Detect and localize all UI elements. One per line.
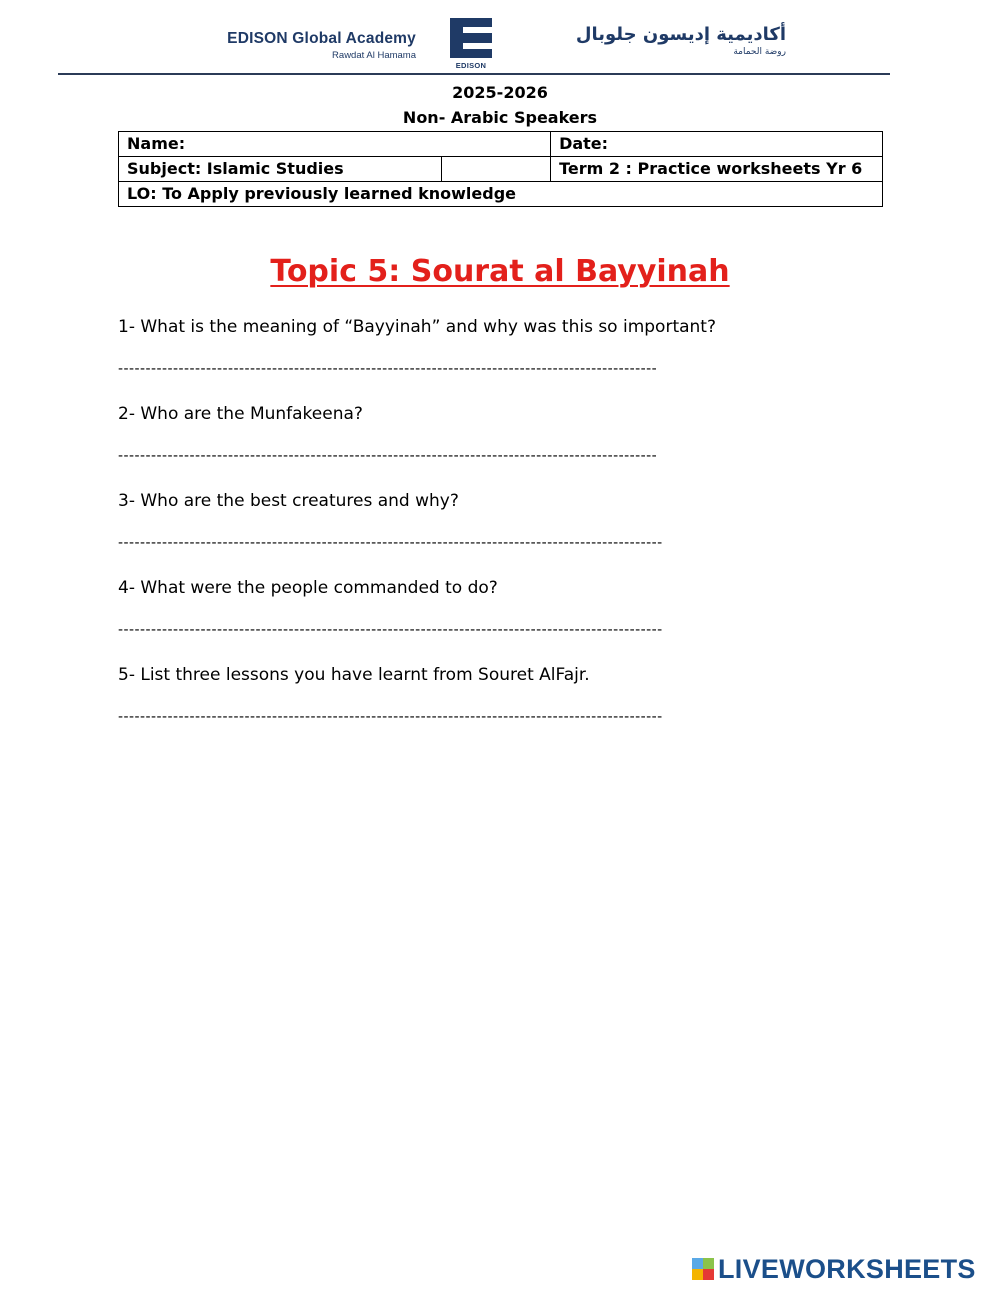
table-row: [119, 132, 883, 157]
campus-name-ar: روضة الحمامة: [733, 47, 786, 57]
question-5: 5- List three lessons you have learnt from Souret AlFajr.: [118, 665, 590, 685]
student-info-table: [118, 131, 883, 207]
answer-line-5[interactable]: ---------------------------------------------------------------------------------------------------: [118, 709, 663, 725]
topic-heading: [0, 254, 1000, 289]
liveworksheets-brand: LIVEWORKSHEETS: [718, 1253, 976, 1284]
question-3: 3- Who are the best creatures and why?: [118, 491, 459, 511]
edison-e-icon: [450, 18, 492, 58]
logo-caption: EDISON: [455, 61, 487, 70]
question-1: 1- What is the meaning of “Bayyinah” and why was this so important?: [118, 317, 716, 337]
edison-logo: [450, 18, 492, 70]
header-divider: [58, 73, 890, 75]
subject-cell: Subject: Islamic Studies: [119, 157, 442, 182]
liveworksheets-logo-icon: [692, 1258, 714, 1280]
school-name-ar: أكاديمية إديسون جلوبال: [575, 24, 786, 45]
school-name-arabic: [526, 24, 786, 57]
answer-line-4[interactable]: ---------------------------------------------------------------------------------------------------: [118, 622, 663, 638]
audience-label: Non- Arabic Speakers: [402, 108, 598, 127]
term-cell: Term 2 : Practice worksheets Yr 6: [551, 157, 883, 182]
topic-title: Topic 5: Sourat al Bayyinah: [270, 254, 730, 289]
name-cell[interactable]: Name:: [119, 132, 551, 157]
school-header: [58, 12, 890, 76]
answer-line-2[interactable]: --------------------------------------------------------------------------------------------------: [118, 448, 658, 464]
school-name: EDISON Global Academy: [227, 30, 416, 47]
answer-line-1[interactable]: --------------------------------------------------------------------------------------------------: [118, 361, 658, 377]
learning-objective-cell: LO: To Apply previously learned knowledge: [119, 182, 883, 207]
blank-cell: [441, 157, 551, 182]
question-4: 4- What were the people commanded to do?: [118, 578, 498, 598]
table-row: [119, 182, 883, 207]
answer-line-3[interactable]: ---------------------------------------------------------------------------------------------------: [118, 535, 663, 551]
table-row: [119, 157, 883, 182]
school-name-english: [166, 30, 416, 61]
date-cell[interactable]: Date:: [551, 132, 883, 157]
liveworksheets-footer: [692, 1254, 976, 1284]
campus-name: Rawdat Al Hamama: [332, 50, 416, 61]
question-2: 2- Who are the Munfakeena?: [118, 404, 363, 424]
academic-year: 2025-2026: [452, 83, 548, 102]
